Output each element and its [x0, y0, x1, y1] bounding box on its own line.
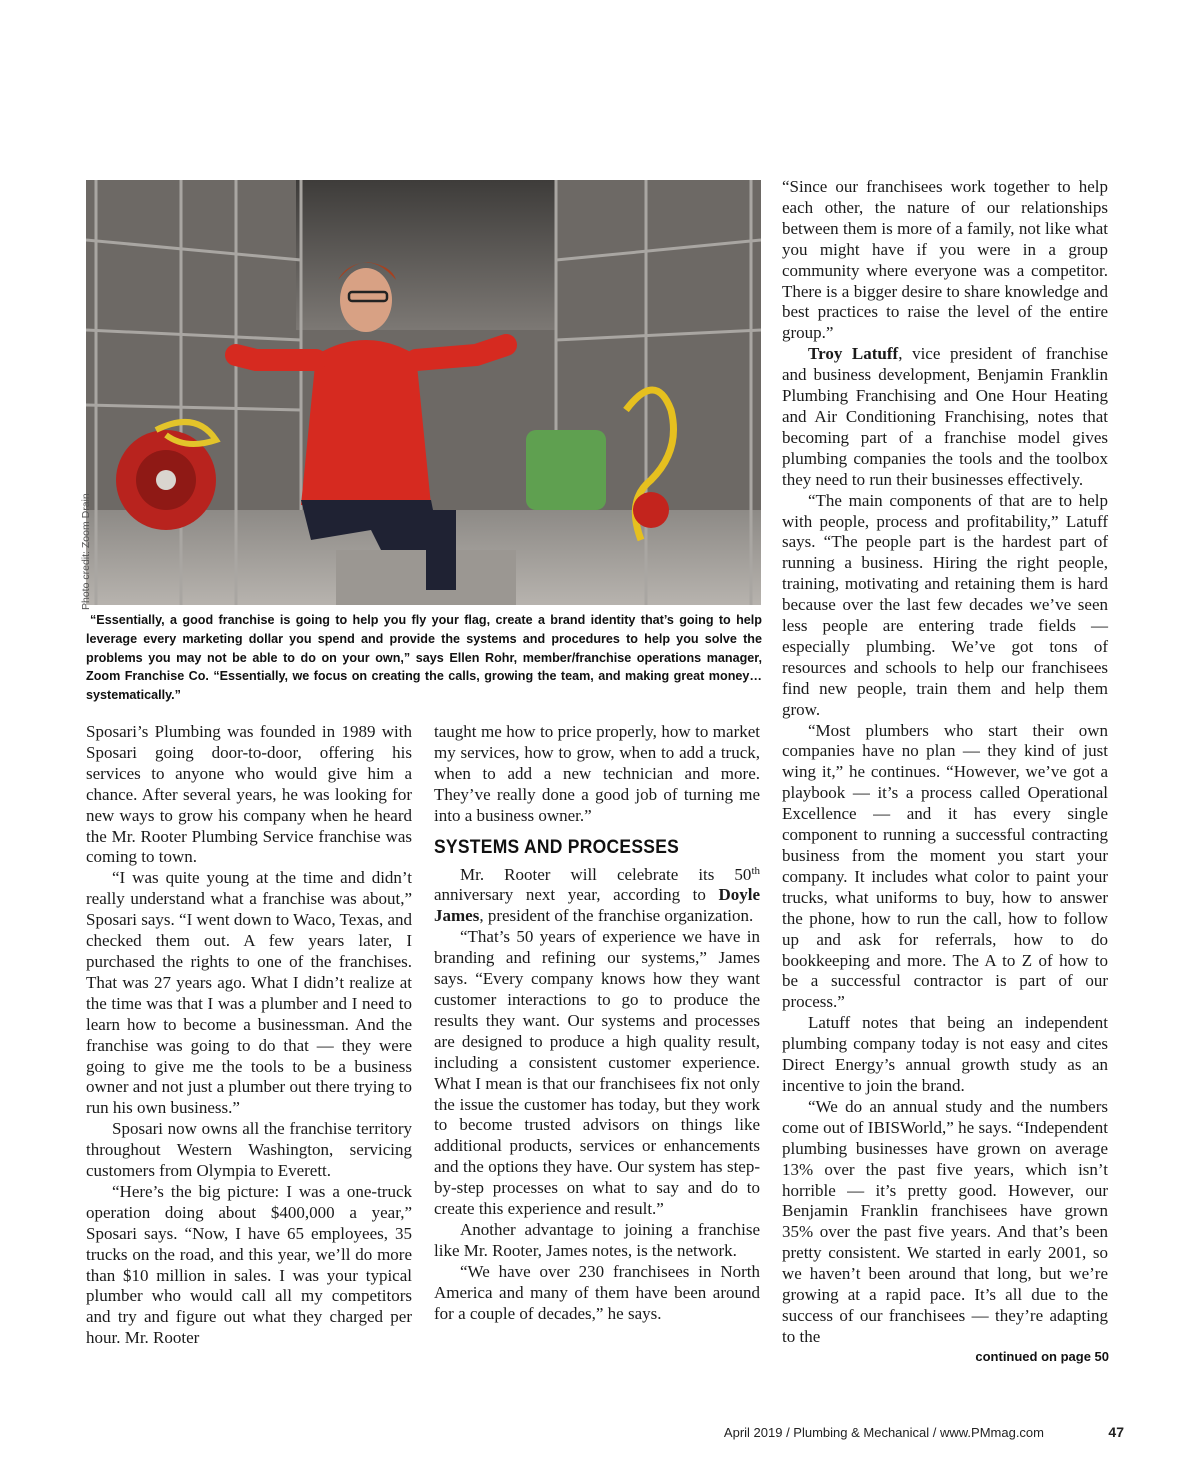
paragraph: “Since our franchisees work together to help each other, the nature of our relationships between them is more of a family, not like what you might have if you were in a group community where everyone was a competitor. There is a bigger desire to share knowledge and best practices to raise the level of the entire group.”	[782, 177, 1108, 343]
paragraph	[782, 344, 1108, 490]
paragraph: “Here’s the big picture: I was a one-truck operation doing about $400,000 a year,” Sposari says. “Now, I have 65 employees, 35 trucks on the road, and this year, we’ll do more than $10 million in sales. I was your typical plumber who would call all my competitors and try and figure out what they charged per hour. Mr. Rooter	[86, 1181, 412, 1348]
paragraph	[434, 865, 760, 928]
paragraph: Sposari’s Plumbing was founded in 1989 with Sposari going door-to-door, offering his services to anyone who would give him a chance. After several years, he was looking for new ways to grow his company when he heard the Mr. Rooter Plumbing Service franchise was coming to town.	[86, 722, 412, 867]
page-number: 47	[1108, 1424, 1124, 1440]
paragraph: “Most plumbers who start their own companies have no plan — they kind of just wing it,” he continues. “However, we’ve got a playbook — it’s a process called Operational Excellence — and it has every single component to running a successful contracting business from the moment you start your company. It includes what color to paint your trucks, what uniforms to buy, how to answer the phone, how to run the call, how to follow up and ask for referrals, how to do bookkeeping and more. The A to Z of how to be a successful contractor is part of our process.”	[782, 720, 1108, 1012]
paragraph: Sposari now owns all the franchise territory throughout Western Washington, servicing customers from Olympia to Everett.	[86, 1119, 412, 1181]
text-run: , vice president of franchise and business development, Benjamin Franklin Plumbing Franchising and One Hour Heating and Air Conditioning Franchising, notes that becoming part of a franchise model gives plumbing companies the tools and the toolbox they need to run their businesses effectively.	[782, 344, 1109, 489]
section-subhead: SYSTEMS AND PROCESSES	[434, 836, 680, 858]
person-name: Troy Latuff	[808, 344, 899, 364]
article-column-2	[434, 722, 760, 1324]
superscript: th	[751, 864, 760, 877]
paragraph: Latuff notes that being an independent plumbing company today is not easy and cites Direct Energy’s annual growth study as an incentive to join the brand.	[782, 1013, 1108, 1095]
paragraph: “We do an annual study and the numbers come out of IBISWorld,” he says. “Independent plumbing businesses have grown on average 13% over the past five years, which isn’t horrible — it’s pretty good. However, our Benjamin Franklin franchisees have grown 35% over the past five years. And that’s been pretty consistent. We started in early 2001, so we haven’t been around that long, but we’re growing at a rapid pace. It’s all due to the success of our franchisees — they’re adapting to the	[782, 1096, 1108, 1346]
paragraph: “That’s 50 years of experience we have in branding and refining our systems,” James says. “Every company knows how they want customer interactions to go to produce the results they want. Our systems and processes are designed to produce a high quality result, including a consistent customer experience. What I mean is that our franchisees fix not only the issue the customer has today, but they work to become trusted advisors on things like additional products, services or enhancements and the options they have. Our system has step-by-step processes on what to say and do to create this experience and result.”	[434, 927, 760, 1219]
photo-of-woman-in-service-truck-icon	[86, 180, 761, 605]
article-column-3	[782, 177, 1108, 1348]
text-run: Mr. Rooter will celebrate its 50	[460, 864, 752, 884]
paragraph: taught me how to price properly, how to market my services, how to grow, when to add a truck, when to add a new technician and more. They’ve really done a good job of turning me into a business owner.”	[434, 722, 760, 825]
paragraph: “I was quite young at the time and didn’t really understand what a franchise was about,” Sposari says. “I went down to Waco, Texas, and checked them out. A few years later, I purchased the rights to one of the franchises. That was 27 years ago. What I didn’t realize at the time was that I was a plumber and I need to learn how to become a businessman. And the franchise was going to do that — they were going to give me the tools to be a business owner and not just a plumber out there trying to run his own business.”	[86, 868, 412, 1118]
paragraph: “The main components of that are to help with people, process and profitability,” Latuff says. “The people part is the hardest part of running a business. Hiring the right people, training, motivating and retaining them is hard because over the last few decades we’ve seen less people are entering trade fields — especially plumbing. We’ve got tons of resources and schools to help our franchisees find new people, train them and help them grow.	[782, 490, 1108, 719]
page-footer: April 2019 / Plumbing & Mechanical / www.PMmag.com	[723, 1425, 1044, 1440]
text-run: anniversary next year, according to	[434, 885, 719, 905]
paragraph: “We have over 230 franchisees in North America and many of them have been around for a couple of decades,” he says.	[434, 1261, 760, 1323]
feature-photo	[86, 180, 761, 605]
photo-caption: “Essentially, a good franchise is going to help you fly your flag, create a brand identity that’s going to help leverage every marketing dollar you spend and provide the systems and procedures to help you solve the problems you may not be able to do on your own,” says Ellen Rohr, member/franchise operations manager, Zoom Franchise Co. “Essentially, we focus on creating the calls, growing the team, and making great money… systematically.”	[86, 613, 762, 703]
article-column-1	[86, 722, 412, 1349]
continued-notice: continued on page 50	[975, 1349, 1109, 1364]
text-run: , president of the franchise organization.	[479, 906, 754, 926]
photo-credit: Photo credit: Zoom Drain	[80, 493, 92, 610]
paragraph: Another advantage to joining a franchise like Mr. Rooter, James notes, is the network.	[434, 1219, 760, 1260]
person-name: Doyle James	[434, 885, 760, 926]
